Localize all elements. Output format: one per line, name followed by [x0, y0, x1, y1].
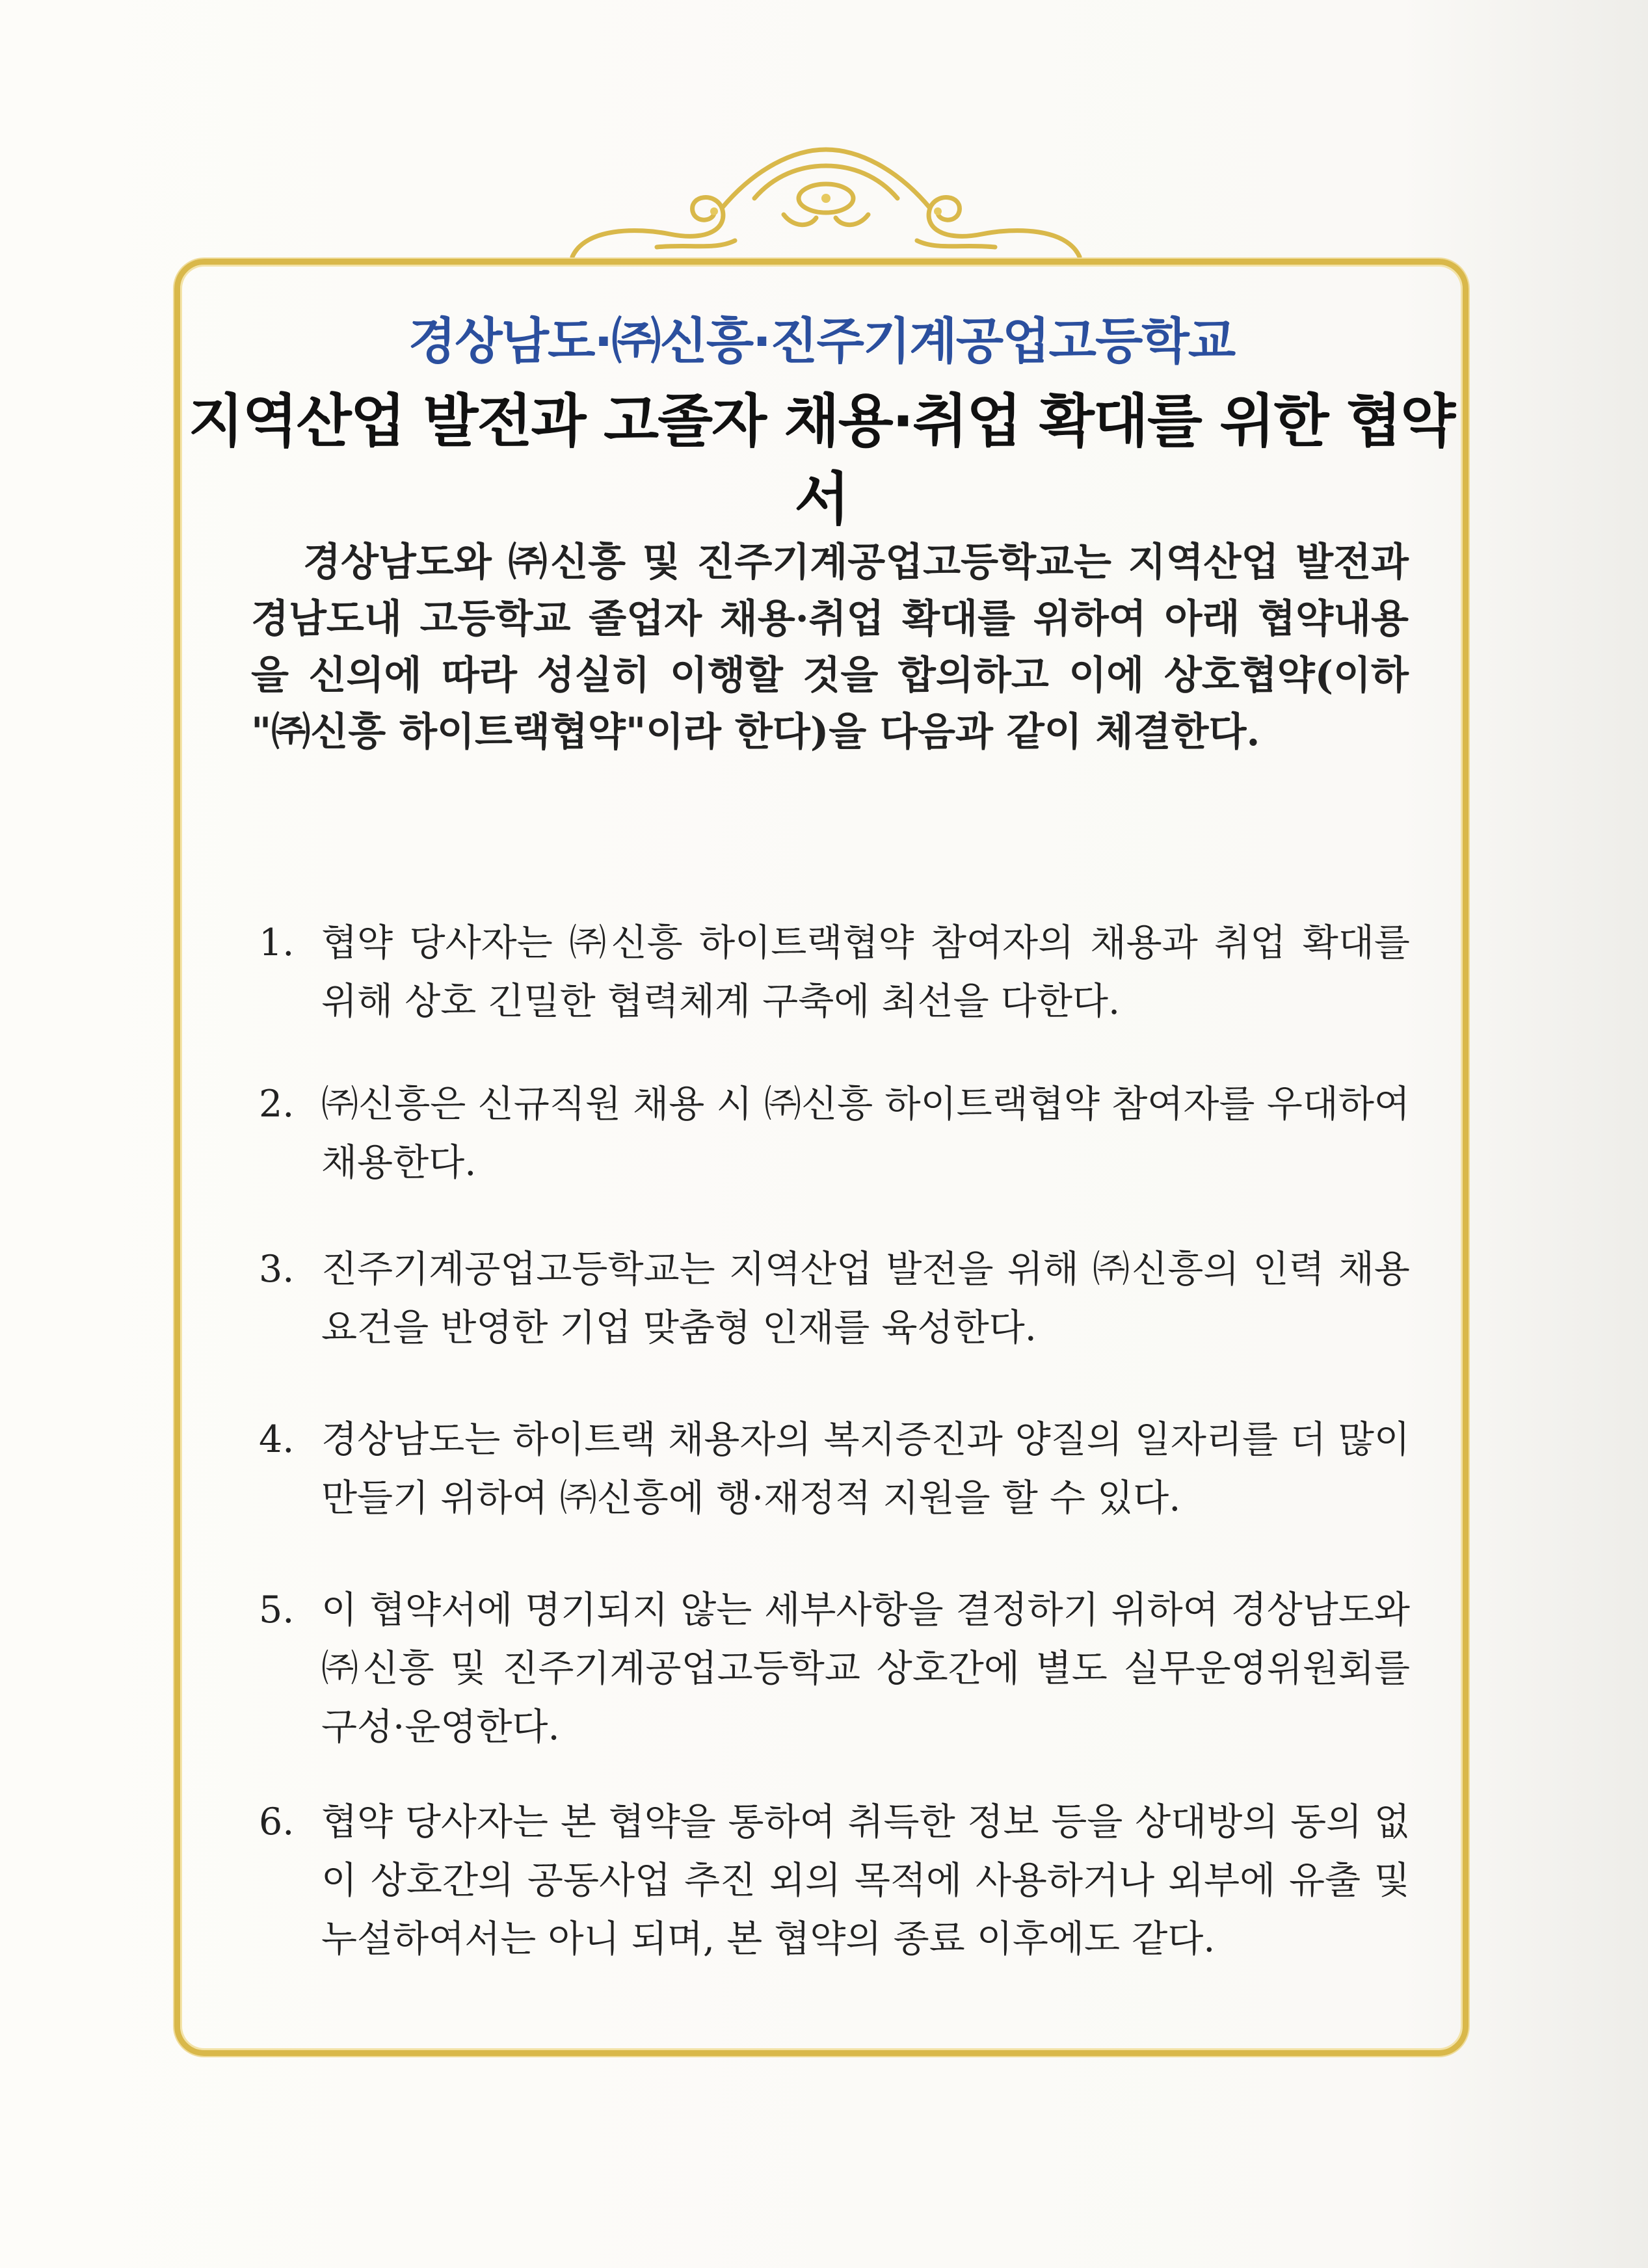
article-5	[259, 1581, 1410, 1756]
article-text: 협약 당사자는 ㈜신흥 하이트랙협약 참여자의 채용과 취업 확대를 위해 상호 긴밀한 협력체계 구축에 최선을 다한다.	[321, 921, 1410, 1023]
article-6	[259, 1793, 1410, 1968]
article-number: 6.	[259, 1800, 295, 1843]
document-title-main: 지역산업 발전과 고졸자 채용·취업 확대를 위한 협약서	[188, 388, 1455, 533]
article-number: 5.	[259, 1589, 295, 1631]
preamble-paragraph: 경상남도와 ㈜신흥 및 진주기계공업고등학교는 지역산업 발전과 경남도내 고등학교 졸업자 채용·취업 확대를 위하여 아래 협약내용을 신의에 따라 성실히 이행할 것을 합의하고 이에 상호협약(이하 "㈜신흥 하이트랙협약"이라 한다)을 다음과 같이 체결한다.	[251, 540, 1409, 755]
article-number: 3.	[259, 1248, 295, 1291]
article-2	[259, 1075, 1410, 1192]
article-number: 4.	[259, 1418, 295, 1461]
article-list	[259, 914, 1410, 1968]
article-text: 이 협약서에 명기되지 않는 세부사항을 결정하기 위하여 경상남도와 ㈜신흥 및 진주기계공업고등학교 상호간에 별도 실무운영위원회를 구성·운영한다.	[321, 1589, 1410, 1748]
article-1	[259, 914, 1410, 1031]
article-text: ㈜신흥은 신규직원 채용 시 ㈜신흥 하이트랙협약 참여자를 우대하여 채용한다.	[321, 1083, 1410, 1184]
article-number: 2.	[259, 1083, 295, 1126]
article-text: 진주기계공업고등학교는 지역산업 발전을 위해 ㈜신흥의 인력 채용 요건을 반영한 기업 맞춤형 인재를 육성한다.	[321, 1248, 1410, 1349]
document-title-organizations: 경상남도·㈜신흥·진주기계공업고등학교	[408, 312, 1235, 370]
gold-scroll-ornament	[559, 130, 1093, 267]
article-text: 협약 당사자는 본 협약을 통하여 취득한 정보 등을 상대방의 동의 없이 상호간의 공동사업 추진 외의 목적에 사용하거나 외부에 유출 및 누설하여서는 아니 되며, 본 협약의 종료 이후에도 같다.	[321, 1800, 1410, 1960]
article-text: 경상남도는 하이트랙 채용자의 복지증진과 양질의 일자리를 더 많이 만들기 위하여 ㈜신흥에 행·재정적 지원을 할 수 있다.	[321, 1418, 1410, 1520]
article-4	[259, 1410, 1410, 1527]
article-number: 1.	[259, 921, 295, 964]
article-3	[259, 1240, 1410, 1357]
